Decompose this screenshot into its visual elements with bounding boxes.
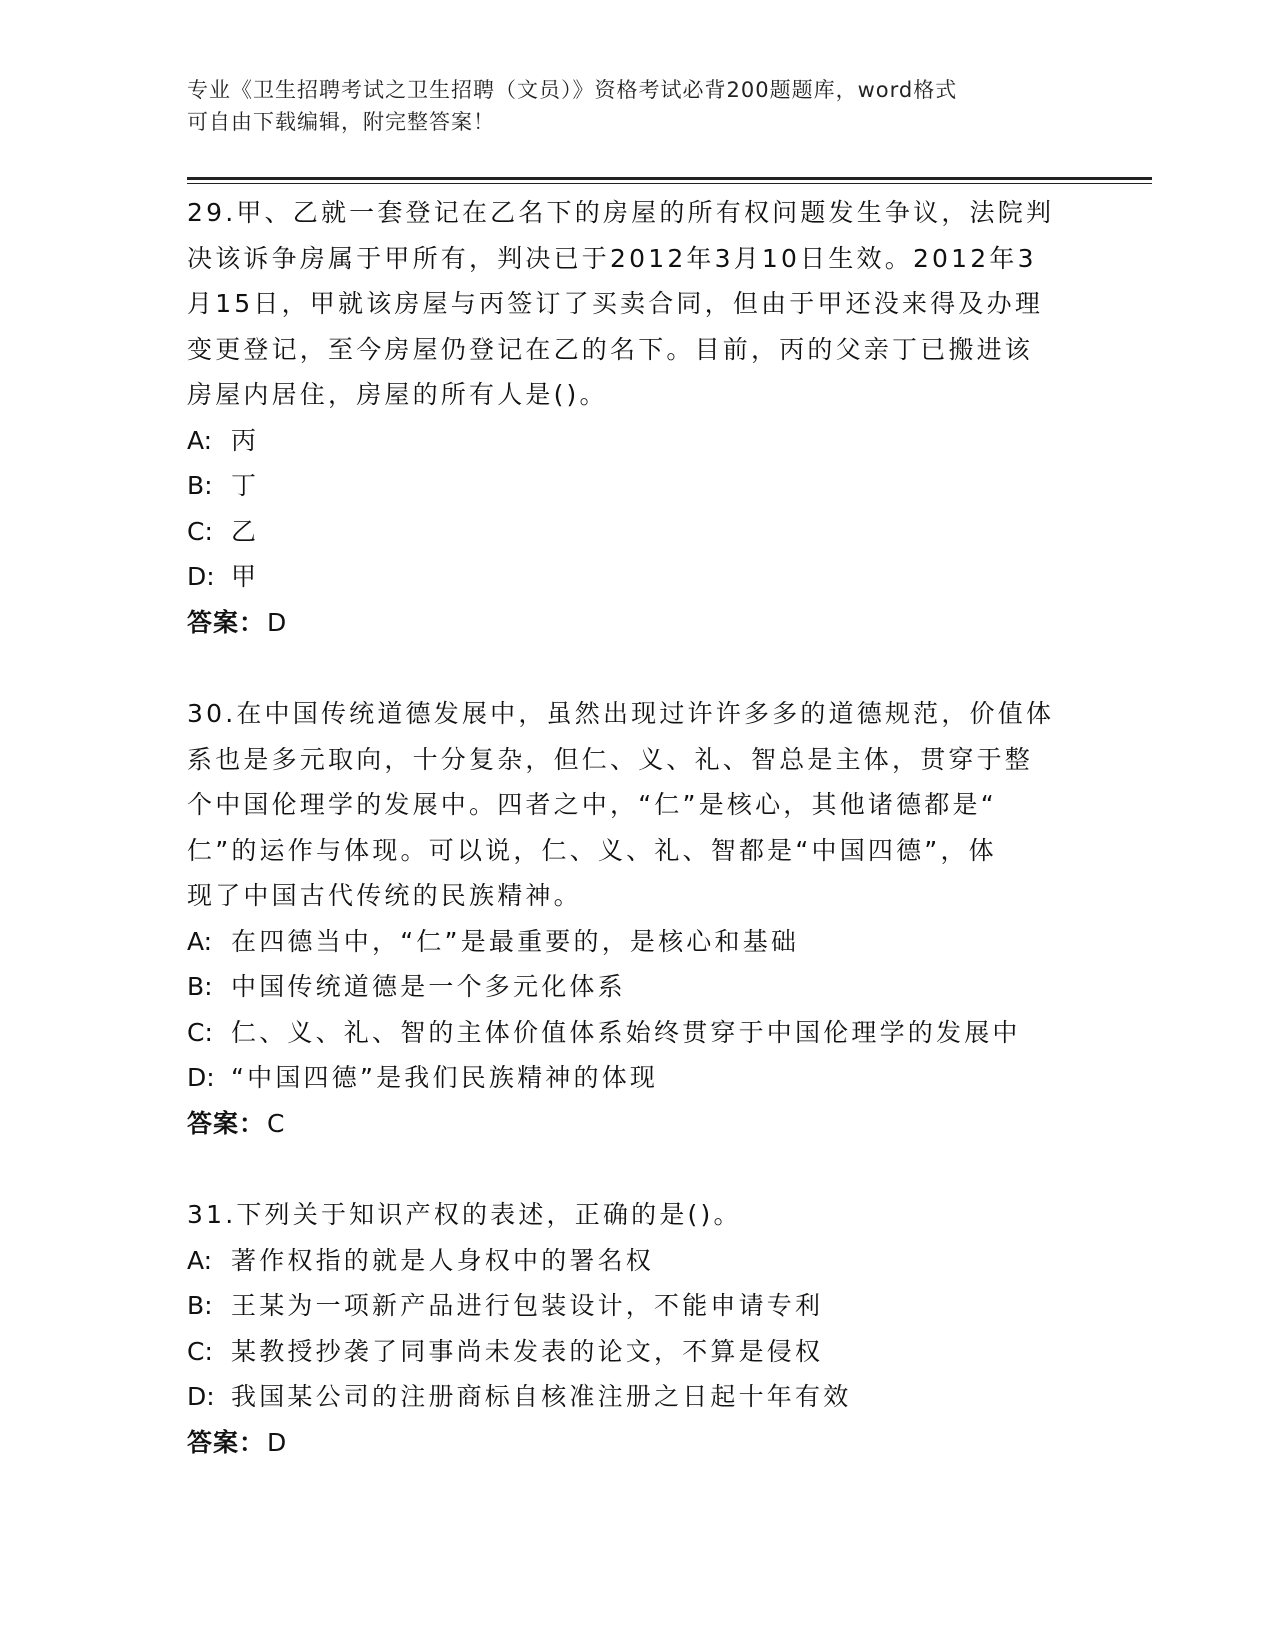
option-key: B: [187, 471, 213, 500]
answer-value: D [267, 607, 288, 637]
option-key: D: [187, 562, 215, 591]
answer-label: 答案： [187, 607, 266, 637]
option-text: 中国传统道德是一个多元化体系 [231, 972, 626, 1001]
header-line-2: 可自由下载编辑，附完整答案！ [187, 110, 495, 134]
option-text: 某教授抄袭了同事尚未发表的论文，不算是侵权 [231, 1336, 824, 1366]
option-text: 丁 [231, 471, 260, 500]
stem-line: 个中国伦理学的发展中。四者之中，“仁”是核心，其他诸德都是“ [187, 790, 997, 819]
question-30 [187, 691, 1087, 1146]
option-key: A: [187, 926, 213, 956]
option-text: 乙 [231, 516, 260, 546]
option-key: A: [187, 425, 213, 455]
option-key: B: [187, 972, 213, 1001]
option-b [187, 964, 1087, 1010]
stem-line: 房屋内居住，房屋的所有人是()。 [187, 380, 608, 409]
option-key: C: [187, 1017, 213, 1047]
question-stem [187, 691, 1077, 919]
answer-line [187, 600, 1087, 646]
option-key: C: [187, 1336, 213, 1366]
stem-line: 系也是多元取向，十分复杂，但仁、义、礼、智总是主体，贯穿于整 [187, 744, 1034, 774]
option-a [187, 1238, 1087, 1284]
option-c [187, 1010, 1087, 1056]
option-text: 丙 [231, 425, 260, 455]
option-c [187, 1329, 1087, 1375]
header-line-1: 专业《卫生招聘考试之卫生招聘（文员）》资格考试必背200题题库，word格式 [187, 78, 958, 102]
option-a [187, 418, 1087, 464]
question-stem [187, 1192, 1077, 1238]
stem-line: 变更登记，至今房屋仍登记在乙的名下。目前，丙的父亲丁已搬进该 [187, 334, 1034, 364]
answer-label: 答案： [187, 1108, 266, 1138]
option-d [187, 554, 1087, 600]
answer-line [187, 1101, 1087, 1147]
question-list [187, 190, 1087, 1511]
question-stem [187, 190, 1077, 418]
option-key: D: [187, 1382, 215, 1411]
option-text: 著作权指的就是人身权中的署名权 [231, 1245, 655, 1275]
option-b [187, 463, 1087, 509]
option-key: C: [187, 516, 213, 546]
stem-line: 决该诉争房属于甲所有，判决已于2012年3月10日生效。2012年3 [187, 243, 1037, 273]
stem-line: 月15日，甲就该房屋与丙签订了买卖合同，但由于甲还没来得及办理 [187, 289, 1044, 318]
option-text: “中国四德”是我们民族精神的体现 [231, 1063, 659, 1092]
answer-label: 答案： [187, 1427, 266, 1457]
page-header [187, 74, 1087, 138]
stem-line: 仁”的运作与体现。可以说，仁、义、礼、智都是“中国四德”，体 [187, 835, 997, 865]
stem-line: 29.甲、乙就一套登记在乙名下的房屋的所有权问题发生争议，法院判 [187, 198, 1055, 227]
stem-line: 30.在中国传统道德发展中，虽然出现过许许多多的道德规范，价值体 [187, 699, 1055, 728]
stem-line: 现了中国古代传统的民族精神。 [187, 881, 582, 910]
option-key: A: [187, 1245, 213, 1275]
header-divider-thin [187, 183, 1152, 184]
option-a [187, 919, 1087, 965]
option-key: D: [187, 1063, 215, 1092]
header-divider-thick [187, 177, 1152, 180]
answer-value: D [267, 1427, 288, 1457]
question-29 [187, 190, 1087, 645]
option-text: 甲 [231, 562, 260, 591]
option-text: 我国某公司的注册商标自核准注册之日起十年有效 [231, 1382, 852, 1411]
option-b [187, 1283, 1087, 1329]
answer-value: C [267, 1108, 286, 1138]
option-d [187, 1055, 1087, 1101]
option-key: B: [187, 1291, 213, 1320]
stem-line: 31.下列关于知识产权的表述，正确的是()。 [187, 1200, 742, 1229]
question-31 [187, 1192, 1087, 1465]
option-text: 在四德当中，“仁”是最重要的，是核心和基础 [231, 926, 800, 956]
option-text: 王某为一项新产品进行包装设计，不能申请专利 [231, 1291, 824, 1320]
answer-line [187, 1420, 1087, 1466]
option-d [187, 1374, 1087, 1420]
option-c [187, 509, 1087, 555]
option-text: 仁、义、礼、智的主体价值体系始终贯穿于中国伦理学的发展中 [231, 1017, 1021, 1047]
